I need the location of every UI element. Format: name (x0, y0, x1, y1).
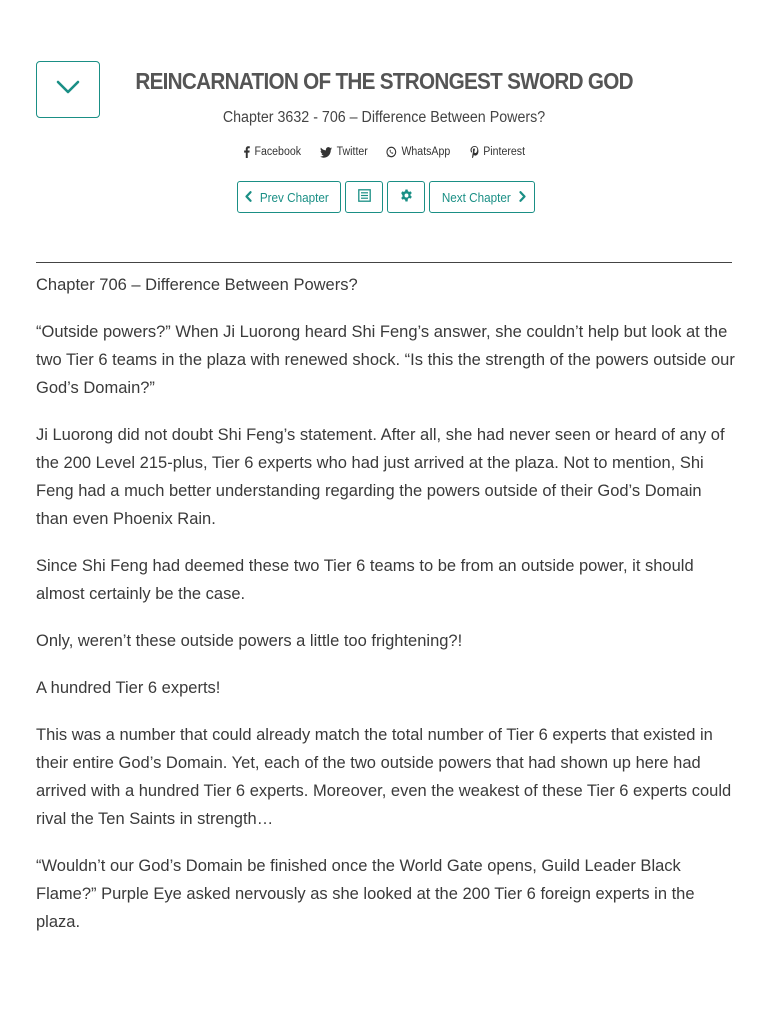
paragraph: “Wouldn’t our God’s Domain be finished once the World Gate opens, Guild Leader Black Flame?” Purple Eye asked nervously as she looked at the 200 Tier 6 foreign experts in the plaza. (36, 857, 695, 931)
pinterest-icon (470, 146, 478, 158)
chevron-left-icon (245, 190, 252, 205)
paragraph: “Outside powers?” When Ji Luorong heard Shi Feng’s answer, she couldn’t help but look at the two Tier 6 teams in the plaza with renewed shock. “Is this the strength of the powers outside our God’s Domain?” (36, 323, 735, 397)
twitter-icon (320, 147, 332, 158)
novel-title[interactable]: REINCARNATION OF THE STRONGEST SWORD GOD (135, 68, 633, 94)
prev-chapter-button[interactable] (237, 181, 341, 213)
share-pinterest-link[interactable] (470, 146, 525, 158)
chevron-right-icon (519, 190, 526, 205)
settings-button[interactable] (387, 181, 425, 213)
facebook-icon (244, 146, 250, 158)
paragraph: A hundred Tier 6 experts! (36, 679, 221, 697)
next-chapter-button[interactable] (429, 181, 535, 213)
whatsapp-icon (386, 146, 397, 158)
next-chapter-label: Next Chapter (442, 189, 511, 205)
share-facebook-label: Facebook (254, 146, 302, 158)
paragraph: This was a number that could already match the total number of Tier 6 experts that existed in their entire God’s Domain. Yet, each of the two outside powers that had shown up here had arrived with a hundred Tier 6 experts. Moreover, even the weakest of these Tier 6 experts could rival the Ten Saints in strength… (36, 726, 732, 828)
chapter-heading: Chapter 706 – Difference Between Powers? (36, 276, 358, 294)
share-pinterest-label: Pinterest (482, 146, 525, 158)
paragraph: Since Shi Feng had deemed these two Tier 6 teams to be from an outside power, it should almost certainly be the case. (36, 557, 694, 603)
list-icon (358, 189, 371, 205)
content-divider (36, 262, 732, 263)
paragraph: Ji Luorong did not doubt Shi Feng’s statement. After all, she had never seen or heard of any of the 200 Level 215-plus, Tier 6 experts who had just arrived at the plaza. Not to mention, Shi Feng had a much better understanding regarding the powers outside of their God’s Domain than even Phoenix Rain. (36, 426, 725, 528)
share-facebook-link[interactable] (244, 146, 302, 158)
chapter-list-button[interactable] (345, 181, 383, 213)
prev-chapter-label: Prev Chapter (260, 189, 329, 205)
share-twitter-label: Twitter (336, 146, 368, 158)
paragraph: Only, weren’t these outside powers a little too frightening?! (36, 632, 463, 650)
share-twitter-link[interactable] (320, 146, 368, 158)
share-whatsapp-link[interactable] (386, 146, 450, 158)
chapter-navigation (237, 181, 535, 213)
share-whatsapp-label: WhatsApp (401, 146, 451, 158)
gear-icon (400, 189, 413, 205)
chapter-content (36, 271, 736, 955)
share-bar (0, 146, 768, 158)
chapter-subtitle: Chapter 3632 - 706 – Difference Between Powers? (222, 109, 546, 126)
